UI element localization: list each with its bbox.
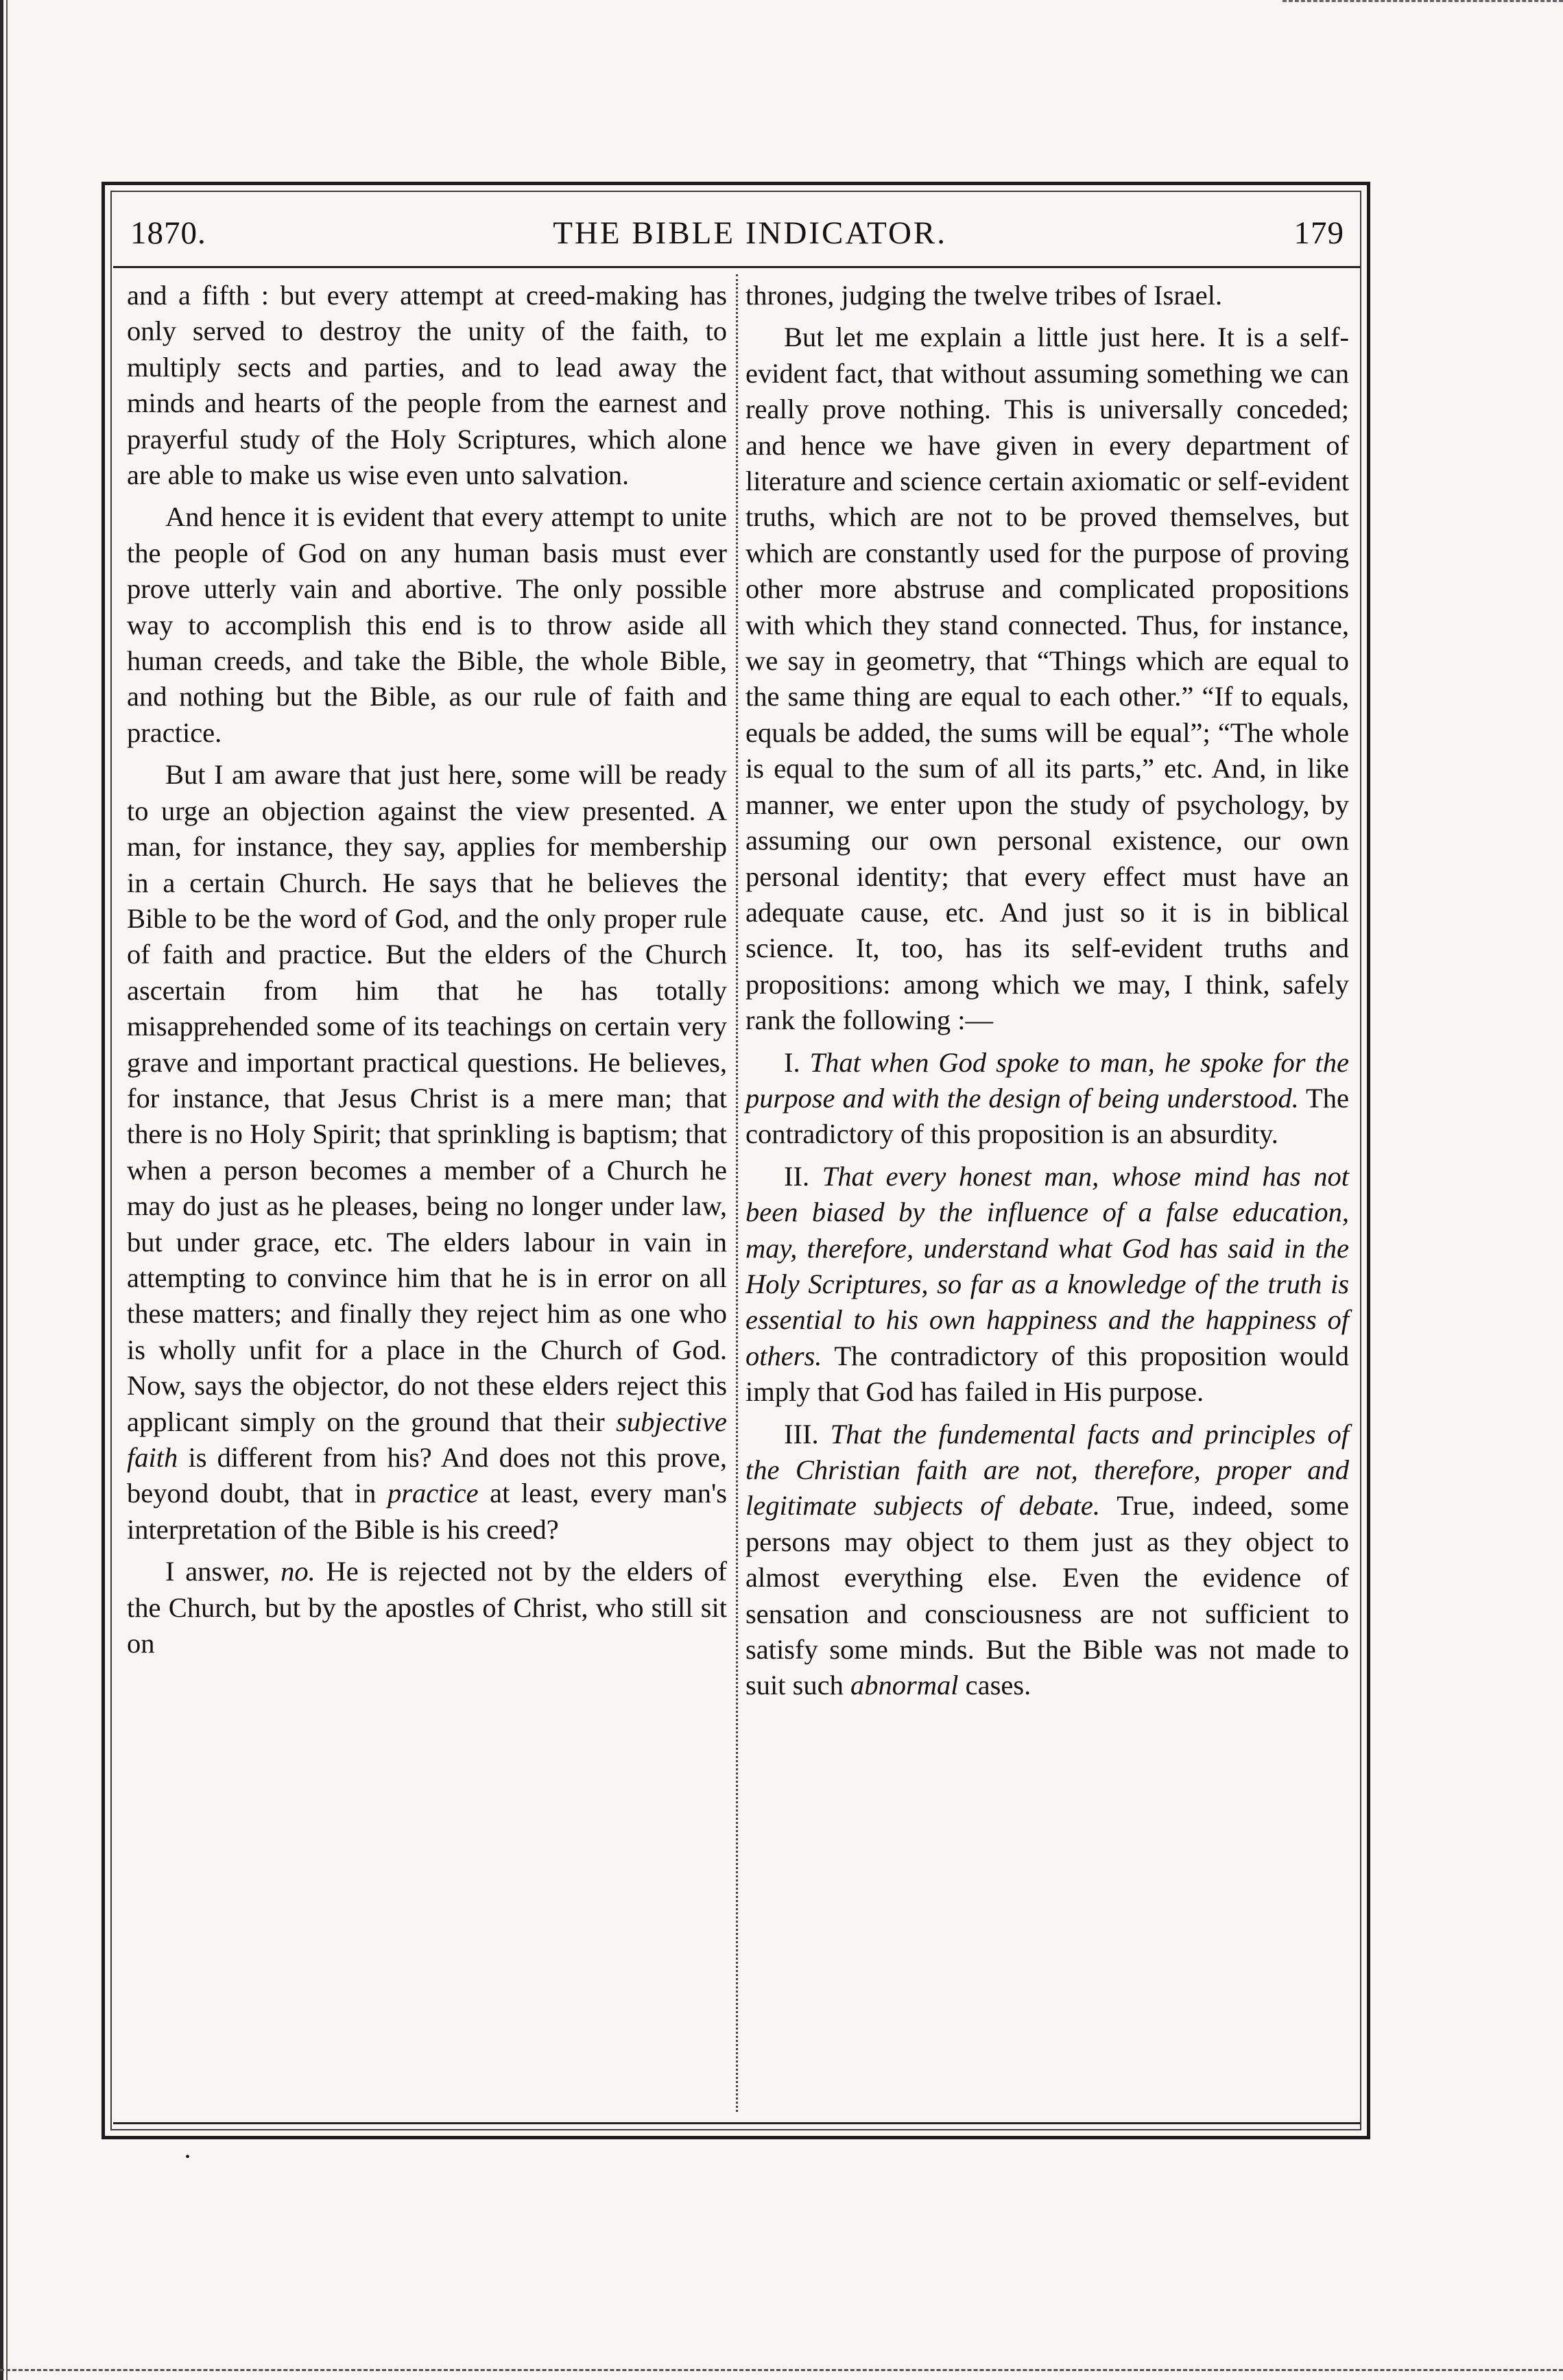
italic-text: That when God spoke to man, he spoke for the purpose and with the design of being understood. <box>745 1046 1350 1114</box>
paragraph-text: But I am aware that just here, some will be ready to urge an objection against the view presented. A man, for instance, they say, applies for membership in a certain Church. He says that he believes the Bible to be the word of God, and the only proper rule of faith and practice. But the elders of the Church ascertain from him that he has totally misapprehended some of its teachings on certain very grave and important practical questions. He believes, for instance, that Jesus Christ is a mere man; that there is no Holy Spirit; that sprinkling is baptism; that when a person becomes a member of a Church he may do just as he pleases, being no longer under law, but under grace, etc. The elders labour in vain in attempting to convince him that he is in error on all these matters; and finally they reject him as one who is wholly unfit for a place in the Church of God. Now, says the objector, do not these elders reject this applicant simply on the ground that their <box>127 759 727 1437</box>
paragraph: and a fifth : but every attempt at creed-making has only served to destroy the unity of the faith, to multiply sects and parties, and to lead away the minds and hearts of the people from the earnest and prayerful study of the Holy Scriptures, which alone are able to make us wise even unto salvation. <box>127 280 727 491</box>
right-column <box>745 278 1349 1710</box>
proposition-number: II. <box>784 1160 810 1192</box>
header-title: THE BIBLE INDICATOR. <box>553 215 948 251</box>
italic-text: subjective faith <box>127 1406 727 1473</box>
paragraph: But let me explain a little just here. It is a self-evident fact, that without assuming something we can really prove nothing. This is universally conceded; and hence we have given in every department of literature and science certain axiomatic or self-evident truths, which are not to be proved themselves, but which are constantly used for the purpose of proving other more abstruse and complicated propositions with which they stand connected. Thus, for instance, we say in geometry, that “Things which are equal to the same thing are equal to each other.” “If to equals, equals be added, the sums will be equal”; “The whole is equal to the sum of all its parts,” etc. And, in like manner, we enter upon the study of psychology, by assuming our own personal existence, our own personal identity; that every effect must have an adequate cause, etc. And just so it is in biblical science. It, too, has its self-evident truths and propositions: among which we may, I think, safely rank the following :— <box>745 322 1349 1036</box>
proposition-three <box>745 1417 1349 1704</box>
proposition-one <box>745 1045 1349 1153</box>
paragraph-text: He is rejected not by the elders of the Church, but by the apostles of Christ, who still sit on <box>127 1556 728 1659</box>
column-divider <box>736 274 738 2112</box>
binding-edge <box>0 0 12 2380</box>
running-header <box>130 206 1344 261</box>
paragraph: thrones, judging the twelve tribes of Israel. <box>745 280 1223 311</box>
paragraph-text: The contradictory of this proposition is an absurdity. <box>745 1082 1349 1150</box>
paragraph: And hence it is evident that every attempt to unite the people of God on any human basis must ever prove utterly vain and abortive. The only possible way to accomplish this end is to throw aside all human creeds, and take the Bible, the whole Bible, and nothing but the Bible, as our rule of faith and practice. <box>127 501 727 748</box>
proposition-number: III. <box>784 1418 819 1450</box>
page-number: 179 <box>1293 215 1344 251</box>
italic-text: That the fundemental facts and principles of the Christian faith are not, therefore, proper and legitimate subjects of debate. <box>745 1418 1350 1522</box>
italic-text: abnormal <box>850 1670 959 1701</box>
italic-text: no. <box>281 1556 315 1587</box>
torn-bottom-edge <box>0 2369 1563 2371</box>
paragraph-text: at least, every man's interpretation of the Bible is his creed? <box>127 1478 728 1545</box>
footer-rule <box>113 2122 1360 2124</box>
paragraph <box>127 757 727 1548</box>
paragraph-text: True, indeed, some persons may object to them just as they object to almost everything else. Even the evidence of sensation and consciousness are not sufficient to satisfy some minds. But the Bible was not made to suit such <box>745 1490 1349 1701</box>
proposition-two <box>745 1159 1349 1410</box>
paragraph-text: cases. <box>965 1670 1031 1701</box>
header-rule <box>113 266 1360 268</box>
paragraph-text: is different from his? And does not this prove, beyond doubt, that in <box>127 1442 728 1509</box>
italic-text: That every honest man, whose mind has not been biased by the influence of a false education, may, therefore, understand what God has said in the Holy Scriptures, so far as a knowledge of the truth is essential to his own happiness and the happiness of others. <box>745 1160 1349 1371</box>
header-year: 1870. <box>130 215 206 251</box>
paragraph-text: The contradictory of this proposition would imply that God has failed in His purpose. <box>745 1340 1349 1408</box>
proposition-number: I. <box>784 1046 800 1078</box>
italic-text: practice <box>387 1478 479 1509</box>
torn-top-edge <box>1282 0 1563 8</box>
left-column <box>127 278 727 1668</box>
paragraph-text: I answer, <box>165 1556 270 1587</box>
print-mark: • <box>185 2150 191 2165</box>
paragraph <box>127 1554 727 1661</box>
